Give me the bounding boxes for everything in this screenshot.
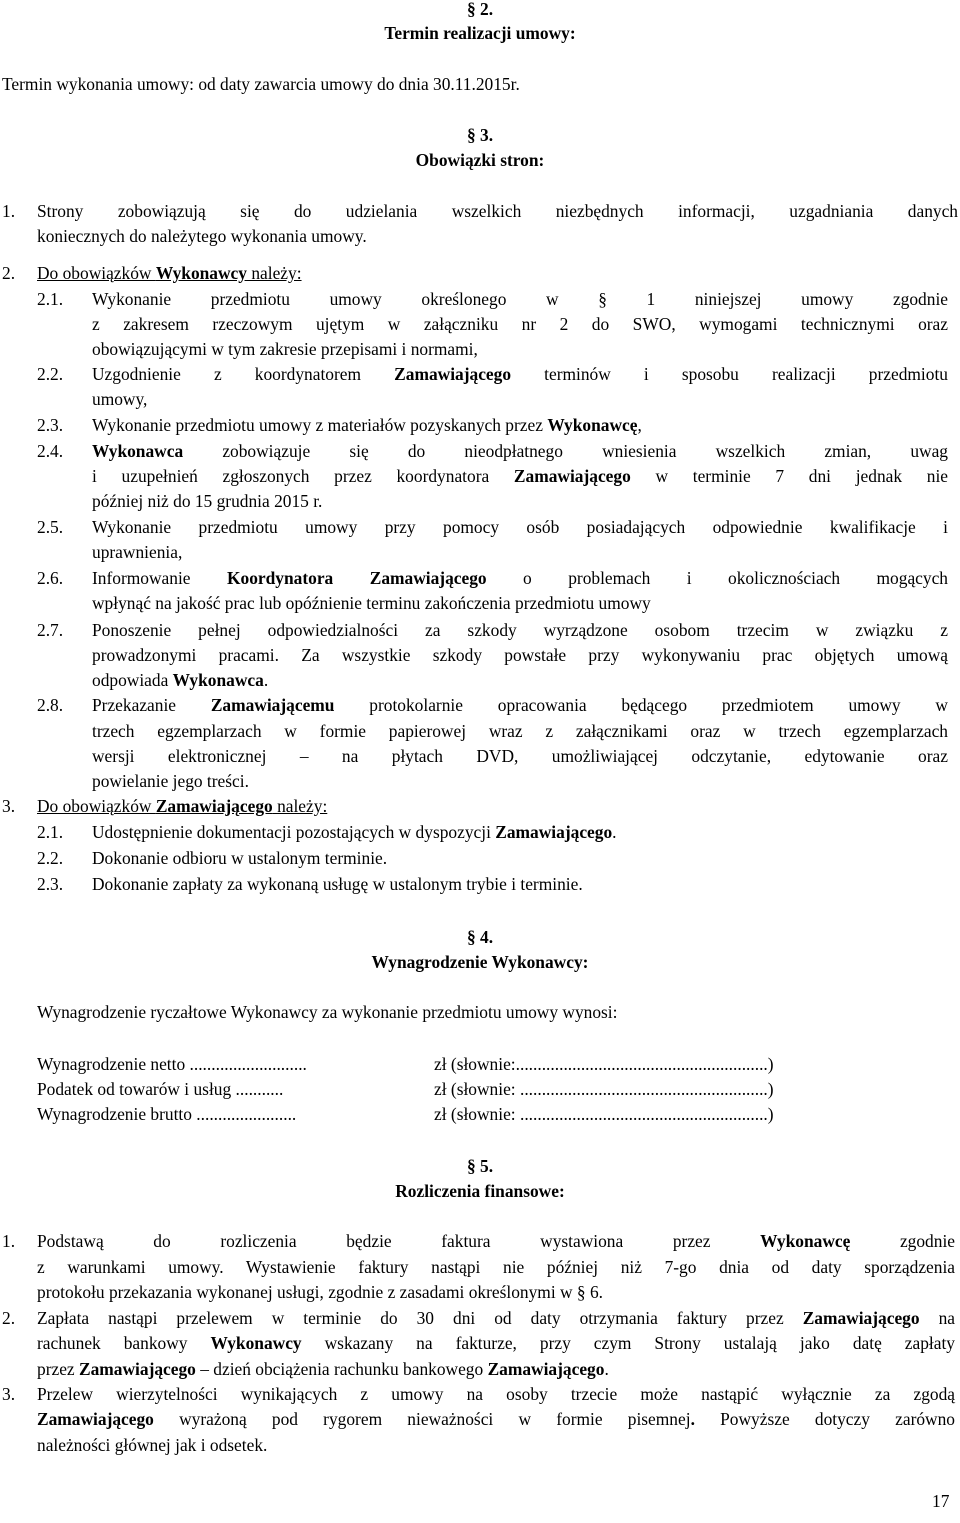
payment-row-words: zł (słownie: .........................................................) bbox=[434, 1079, 774, 1099]
section-4-title: Wynagrodzenie Wykonawcy: bbox=[371, 952, 589, 972]
item-2-8-line-2: trzech egzemplarzach w formie papierowej wraz z załącznikami oraz w trzech egzemplarzach bbox=[92, 721, 948, 741]
page-number: 17 bbox=[932, 1491, 950, 1511]
section-2-number: § 2. bbox=[466, 0, 494, 19]
item-2-2-line-1: Uzgodnienie z koordynatorem Zamawiającego terminów i sposobu realizacji przedmiotu bbox=[92, 364, 948, 384]
item-2-8-line-3: wersji elektronicznej – na płytach DVD, umożliwiającej odczytanie, edytowanie oraz bbox=[92, 746, 948, 766]
item-2-7-line-3: odpowiada Wykonawca. bbox=[92, 670, 269, 690]
item-2-4-line-2: i uzupełnień zgłoszonych przez koordynatora Zamawiającego w terminie 7 dni jednak nie bbox=[92, 466, 948, 486]
item-2-6-line-2: wpłynąć na jakość prac lub opóźnienie terminu zakończenia przedmiotu umowy bbox=[92, 593, 651, 613]
item-2-1-line-2: z zakresem rzeczowym ujętym w załączniku nr 2 do SWO, wymogami technicznymi oraz bbox=[92, 314, 948, 334]
section-2-text: Termin wykonania umowy: od daty zawarcia umowy do dnia 30.11.2015r. bbox=[2, 74, 520, 94]
point-3-number: 3. bbox=[2, 1384, 16, 1404]
section-4-number: § 4. bbox=[466, 927, 494, 947]
item-2-2-number: 2.2. bbox=[37, 364, 64, 384]
section-5-number: § 5. bbox=[466, 1156, 494, 1176]
item-3-1-number: 2.1. bbox=[37, 822, 64, 842]
payment-row-label: Wynagrodzenie netto ........................... bbox=[37, 1054, 307, 1074]
point-2-line-1: Zapłata nastąpi przelewem w terminie do 30 dni od daty otrzymania faktury przez Zamawiającego na bbox=[37, 1308, 955, 1328]
payment-row-words: zł (słownie: .........................................................) bbox=[434, 1104, 774, 1124]
item-2-3-line-1: Wykonanie przedmiotu umowy z materiałów pozyskanych przez Wykonawcę, bbox=[92, 415, 642, 435]
item-3-3-number: 2.3. bbox=[37, 874, 64, 894]
item-2-8-line-1: Przekazanie Zamawiającemu protokolarnie opracowania będącego przedmiotem umowy w bbox=[92, 695, 948, 715]
item-2-2-line-2: umowy, bbox=[92, 389, 148, 409]
item-2-5-line-2: uprawnienia, bbox=[92, 542, 183, 562]
point-3-line-1: Przelew wierzytelności wynikających z umowy na osoby trzecie może nastąpić wyłącznie za zgodą bbox=[37, 1384, 955, 1404]
item-2-5-number: 2.5. bbox=[37, 517, 64, 537]
point-1-number: 1. bbox=[2, 1231, 16, 1251]
item-2-6-number: 2.6. bbox=[37, 568, 64, 588]
point-1-line-2: z warunkami umowy. Wystawienie faktury nastąpi nie później niż 7-go dnia od daty sporządzenia bbox=[37, 1257, 955, 1277]
item-2-1-line-1: Wykonanie przedmiotu umowy określonego w § 1 niniejszej umowy zgodnie bbox=[92, 289, 948, 309]
item-3-1-line: Udostępnienie dokumentacji pozostających w dyspozycji Zamawiającego. bbox=[92, 822, 617, 842]
item-2-4-line-1: Wykonawca zobowiązuje się do nieodpłatnego wniesienia wszelkich zmian, uwag bbox=[92, 441, 948, 461]
point-2-line-2: rachunek bankowy Wykonawcy wskazany na fakturze, przy czym Strony ustalają jako datę zapłaty bbox=[37, 1333, 955, 1353]
item-2-4-line-3: później niż do 15 grudnia 2015 r. bbox=[92, 491, 323, 511]
payment-row-label: Wynagrodzenie brutto ....................... bbox=[37, 1104, 297, 1124]
item-3-heading: Do obowiązków Zamawiającego należy: bbox=[37, 796, 328, 816]
item-2-3-number: 2.3. bbox=[37, 415, 64, 435]
item-3-2-line: Dokonanie odbioru w ustalonym terminie. bbox=[92, 848, 388, 868]
item-3-3-line: Dokonanie zapłaty za wykonaną usługę w ustalonym trybie i terminie. bbox=[92, 874, 583, 894]
section-3-number: § 3. bbox=[466, 125, 494, 145]
item-3-2-number: 2.2. bbox=[37, 848, 64, 868]
item-2-8-number: 2.8. bbox=[37, 695, 64, 715]
item-2-number: 2. bbox=[2, 263, 16, 283]
section-2-title: Termin realizacji umowy: bbox=[384, 23, 576, 43]
payment-row-words: zł (słownie:..........................................................) bbox=[434, 1054, 774, 1074]
payment-row-label: Podatek od towarów i usług ........... bbox=[37, 1079, 284, 1099]
item-2-8-line-4: powielanie jego treści. bbox=[92, 771, 249, 791]
point-1-line-1: Podstawą do rozliczenia będzie faktura wystawiona przez Wykonawcę zgodnie bbox=[37, 1231, 956, 1251]
item-2-1-number: 2.1. bbox=[37, 289, 64, 309]
item-2-5-line-1: Wykonanie przedmiotu umowy przy pomocy osób posiadających odpowiednie kwalifikacje i bbox=[92, 517, 948, 537]
point-2-number: 2. bbox=[2, 1308, 16, 1328]
section-4-intro: Wynagrodzenie ryczałtowe Wykonawcy za wykonanie przedmiotu umowy wynosi: bbox=[37, 1002, 618, 1022]
point-3-line-3: należności głównej jak i odsetek. bbox=[37, 1435, 268, 1455]
item-2-heading: Do obowiązków Wykonawcy należy: bbox=[37, 263, 302, 283]
item-1-line-1: Strony zobowiązują się do udzielania wszelkich niezbędnych informacji, uzgadniania danych bbox=[37, 201, 958, 221]
point-3-line-2: Zamawiającego wyrażoną pod rygorem nieważności w formie pisemnej. Powyższe dotyczy zarówno bbox=[37, 1409, 955, 1429]
item-2-7-line-2: prowadzonymi pracami. Za wszystkie szkody powstałe przy wykonywaniu prac objętych umową bbox=[92, 645, 948, 665]
section-3-title: Obowiązki stron: bbox=[415, 150, 545, 170]
item-2-1-line-3: obowiązującymi w tym zakresie przepisami i normami, bbox=[92, 339, 478, 359]
item-2-7-number: 2.7. bbox=[37, 620, 64, 640]
point-1-line-3: protokołu przekazania wykonanej usługi, zgodnie z zasadami określonymi w § 6. bbox=[37, 1282, 604, 1302]
item-2-6-line-1: Informowanie Koordynatora Zamawiającego o problemach i okolicznościach mogących bbox=[92, 568, 948, 588]
item-1-number: 1. bbox=[2, 201, 16, 221]
item-3-number: 3. bbox=[2, 796, 16, 816]
item-2-7-line-1: Ponoszenie pełnej odpowiedzialności za szkody wyrządzone osobom trzecim w związku z bbox=[92, 620, 948, 640]
item-1-line-2: koniecznych do należytego wykonania umowy. bbox=[37, 226, 367, 246]
item-2-4-number: 2.4. bbox=[37, 441, 64, 461]
section-5-title: Rozliczenia finansowe: bbox=[395, 1181, 565, 1201]
point-2-line-3: przez Zamawiającego – dzień obciążenia rachunku bankowego Zamawiającego. bbox=[37, 1359, 609, 1379]
